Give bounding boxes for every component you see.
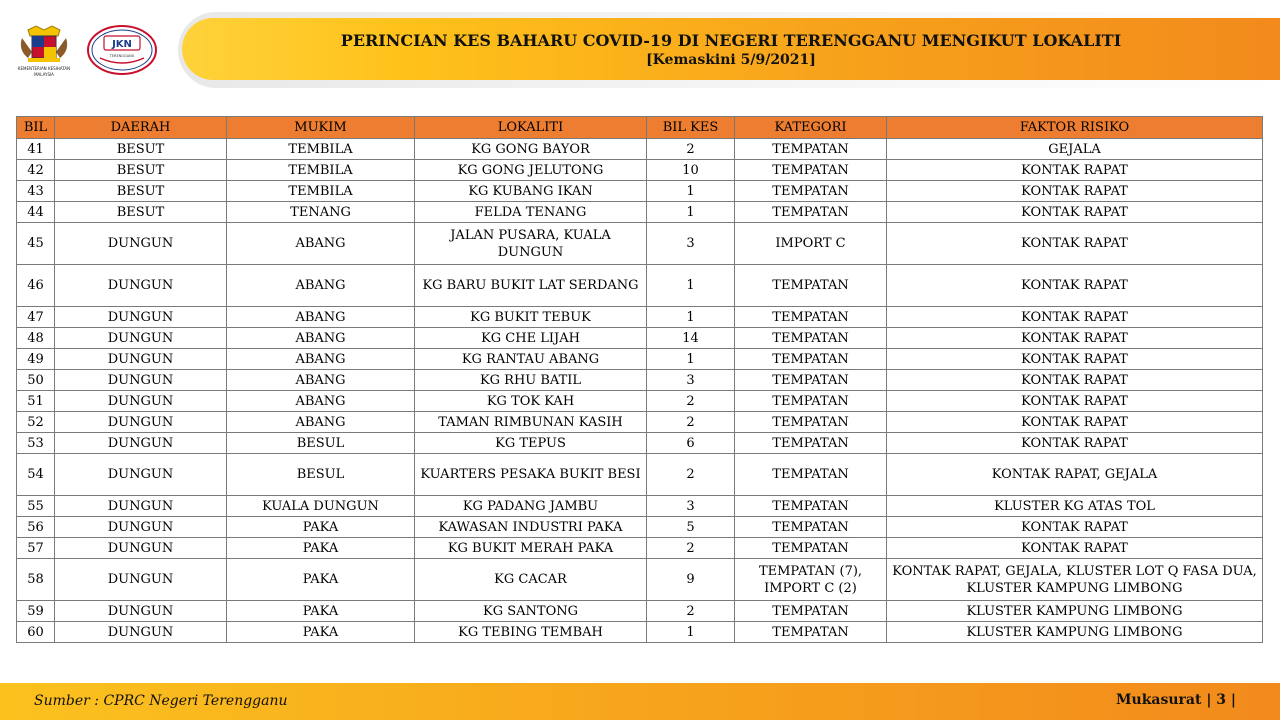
cell-faktor-risiko: KONTAK RAPAT — [887, 328, 1263, 349]
cell-bil-kes: 3 — [647, 370, 735, 391]
cell-faktor-risiko: KONTAK RAPAT — [887, 433, 1263, 454]
cell-bil: 56 — [17, 517, 55, 538]
table-row — [17, 391, 1263, 412]
table-row — [17, 538, 1263, 559]
cell-bil: 44 — [17, 202, 55, 223]
cell-faktor-risiko: KONTAK RAPAT — [887, 538, 1263, 559]
cell-daerah: BESUT — [55, 202, 227, 223]
page-title: PERINCIAN KES BAHARU COVID-19 DI NEGERI TERENGGANU MENGIKUT LOKALITI — [340, 30, 1122, 50]
cell-faktor-risiko: KONTAK RAPAT — [887, 265, 1263, 307]
cell-kategori: IMPORT C — [735, 223, 887, 265]
page-label: Mukasurat — [1116, 692, 1202, 708]
cell-bil: 59 — [17, 601, 55, 622]
page-subtitle: [Kemaskini 5/9/2021] — [646, 51, 816, 68]
cell-mukim: PAKA — [227, 538, 415, 559]
cell-faktor-risiko: KLUSTER KG ATAS TOL — [887, 496, 1263, 517]
cell-kategori: TEMPATAN — [735, 370, 887, 391]
source-note: Sumber : CPRC Negeri Terengganu — [34, 693, 288, 709]
page-number: | 3 | — [1206, 692, 1236, 708]
cases-table — [16, 116, 1263, 643]
footer-bar — [0, 683, 1280, 720]
svg-text:MALAYSIA: MALAYSIA — [34, 72, 54, 77]
cell-lokaliti: KG BUKIT MERAH PAKA — [415, 538, 647, 559]
cell-mukim: ABANG — [227, 370, 415, 391]
cell-lokaliti: KG KUBANG IKAN — [415, 181, 647, 202]
cell-bil: 55 — [17, 496, 55, 517]
column-header-faktor-risiko: FAKTOR RISIKO — [887, 117, 1263, 139]
cell-kategori: TEMPATAN — [735, 391, 887, 412]
cell-faktor-risiko: KONTAK RAPAT — [887, 223, 1263, 265]
svg-text:KEMENTERIAN KESIHATAN: KEMENTERIAN KESIHATAN — [17, 66, 71, 71]
cell-bil-kes: 9 — [647, 559, 735, 601]
table-row — [17, 412, 1263, 433]
cell-daerah: DUNGUN — [55, 559, 227, 601]
table-row — [17, 559, 1263, 601]
cell-daerah: DUNGUN — [55, 307, 227, 328]
cell-mukim: BESUL — [227, 454, 415, 496]
table-row — [17, 181, 1263, 202]
cell-lokaliti: KG BARU BUKIT LAT SERDANG — [415, 265, 647, 307]
cell-bil: 41 — [17, 139, 55, 160]
cell-mukim: PAKA — [227, 559, 415, 601]
cell-faktor-risiko: KONTAK RAPAT — [887, 160, 1263, 181]
cell-bil-kes: 1 — [647, 181, 735, 202]
table-body — [17, 139, 1263, 643]
cell-faktor-risiko: KONTAK RAPAT — [887, 181, 1263, 202]
cell-kategori: TEMPATAN — [735, 202, 887, 223]
cell-mukim: ABANG — [227, 328, 415, 349]
cell-bil-kes: 1 — [647, 622, 735, 643]
cell-lokaliti: KG GONG BAYOR — [415, 139, 647, 160]
cell-mukim: TEMBILA — [227, 181, 415, 202]
cell-bil-kes: 5 — [647, 517, 735, 538]
table-row — [17, 202, 1263, 223]
cell-daerah: DUNGUN — [55, 412, 227, 433]
cell-lokaliti: KAWASAN INDUSTRI PAKA — [415, 517, 647, 538]
cell-bil-kes: 1 — [647, 307, 735, 328]
cell-lokaliti: TAMAN RIMBUNAN KASIH — [415, 412, 647, 433]
cell-kategori: TEMPATAN — [735, 181, 887, 202]
cell-mukim: KUALA DUNGUN — [227, 496, 415, 517]
cell-bil: 51 — [17, 391, 55, 412]
jkn-logo — [86, 24, 158, 76]
cell-faktor-risiko: KLUSTER KAMPUNG LIMBONG — [887, 601, 1263, 622]
table-row — [17, 328, 1263, 349]
cell-daerah: BESUT — [55, 160, 227, 181]
cell-bil: 58 — [17, 559, 55, 601]
cell-mukim: PAKA — [227, 622, 415, 643]
table-row — [17, 307, 1263, 328]
table-row — [17, 433, 1263, 454]
cell-bil-kes: 3 — [647, 496, 735, 517]
cell-bil: 53 — [17, 433, 55, 454]
cell-faktor-risiko: KONTAK RAPAT — [887, 202, 1263, 223]
cell-daerah: DUNGUN — [55, 391, 227, 412]
cell-daerah: DUNGUN — [55, 517, 227, 538]
cell-bil: 46 — [17, 265, 55, 307]
cell-lokaliti: KG BUKIT TEBUK — [415, 307, 647, 328]
cell-kategori: TEMPATAN — [735, 622, 887, 643]
cell-faktor-risiko: GEJALA — [887, 139, 1263, 160]
cell-daerah: BESUT — [55, 181, 227, 202]
column-header-mukim: MUKIM — [227, 117, 415, 139]
cell-lokaliti: KG PADANG JAMBU — [415, 496, 647, 517]
cell-daerah: BESUT — [55, 139, 227, 160]
table-row — [17, 622, 1263, 643]
column-header-bil-kes: BIL KES — [647, 117, 735, 139]
cell-bil-kes: 1 — [647, 349, 735, 370]
cell-kategori: TEMPATAN — [735, 433, 887, 454]
cell-bil-kes: 1 — [647, 265, 735, 307]
cell-mukim: TEMBILA — [227, 160, 415, 181]
cell-bil: 48 — [17, 328, 55, 349]
cell-bil-kes: 2 — [647, 538, 735, 559]
cell-bil-kes: 2 — [647, 601, 735, 622]
cell-bil: 57 — [17, 538, 55, 559]
cell-daerah: DUNGUN — [55, 349, 227, 370]
cell-bil-kes: 10 — [647, 160, 735, 181]
cell-kategori: TEMPATAN — [735, 160, 887, 181]
cell-mukim: PAKA — [227, 601, 415, 622]
table-row — [17, 496, 1263, 517]
cell-daerah: DUNGUN — [55, 601, 227, 622]
cell-faktor-risiko: KONTAK RAPAT — [887, 391, 1263, 412]
cell-bil-kes: 1 — [647, 202, 735, 223]
kkm-logo — [14, 22, 74, 82]
svg-text:JKN: JKN — [112, 39, 132, 50]
cell-faktor-risiko: KONTAK RAPAT, GEJALA — [887, 454, 1263, 496]
cell-bil-kes: 14 — [647, 328, 735, 349]
cell-lokaliti: KG SANTONG — [415, 601, 647, 622]
cell-faktor-risiko: KONTAK RAPAT — [887, 370, 1263, 391]
cell-mukim: ABANG — [227, 391, 415, 412]
cell-lokaliti: KG TEBING TEMBAH — [415, 622, 647, 643]
cell-kategori: TEMPATAN — [735, 307, 887, 328]
cell-mukim: ABANG — [227, 223, 415, 265]
cell-kategori: TEMPATAN — [735, 265, 887, 307]
cell-kategori: TEMPATAN — [735, 496, 887, 517]
cell-bil: 42 — [17, 160, 55, 181]
cell-faktor-risiko: KONTAK RAPAT, GEJALA, KLUSTER LOT Q FASA DUA, KLUSTER KAMPUNG LIMBONG — [887, 559, 1263, 601]
cell-bil-kes: 3 — [647, 223, 735, 265]
table-row — [17, 454, 1263, 496]
cell-lokaliti: KG GONG JELUTONG — [415, 160, 647, 181]
cell-bil: 50 — [17, 370, 55, 391]
column-header-lokaliti: LOKALITI — [415, 117, 647, 139]
cell-faktor-risiko: KLUSTER KAMPUNG LIMBONG — [887, 622, 1263, 643]
cell-mukim: BESUL — [227, 433, 415, 454]
cell-mukim: ABANG — [227, 307, 415, 328]
cell-bil: 45 — [17, 223, 55, 265]
cell-lokaliti: KG RHU BATIL — [415, 370, 647, 391]
cell-lokaliti: KUARTERS PESAKA BUKIT BESI — [415, 454, 647, 496]
table-row — [17, 349, 1263, 370]
svg-text:TERENGGANU: TERENGGANU — [109, 54, 135, 58]
cell-daerah: DUNGUN — [55, 538, 227, 559]
header-banner — [168, 8, 1280, 92]
cell-kategori: TEMPATAN — [735, 139, 887, 160]
cell-daerah: DUNGUN — [55, 433, 227, 454]
cell-bil-kes: 2 — [647, 454, 735, 496]
cell-kategori: TEMPATAN — [735, 412, 887, 433]
cell-bil: 54 — [17, 454, 55, 496]
cell-mukim: PAKA — [227, 517, 415, 538]
column-header-bil: BIL — [17, 117, 55, 139]
cell-lokaliti: KG RANTAU ABANG — [415, 349, 647, 370]
table-row — [17, 139, 1263, 160]
cell-mukim: ABANG — [227, 349, 415, 370]
cell-mukim: ABANG — [227, 412, 415, 433]
table-row — [17, 265, 1263, 307]
cell-kategori: TEMPATAN — [735, 538, 887, 559]
cell-daerah: DUNGUN — [55, 370, 227, 391]
cell-kategori: TEMPATAN — [735, 517, 887, 538]
cell-bil-kes: 6 — [647, 433, 735, 454]
cell-lokaliti: KG CHE LIJAH — [415, 328, 647, 349]
page-indicator — [1116, 692, 1236, 708]
cell-daerah: DUNGUN — [55, 223, 227, 265]
cell-daerah: DUNGUN — [55, 454, 227, 496]
cell-bil-kes: 2 — [647, 412, 735, 433]
cell-lokaliti: KG TOK KAH — [415, 391, 647, 412]
cases-table-container — [16, 116, 1262, 643]
cell-mukim: TEMBILA — [227, 139, 415, 160]
table-header-row — [17, 117, 1263, 139]
cell-faktor-risiko: KONTAK RAPAT — [887, 307, 1263, 328]
table-row — [17, 160, 1263, 181]
cell-kategori: TEMPATAN — [735, 601, 887, 622]
table-row — [17, 601, 1263, 622]
cell-bil-kes: 2 — [647, 391, 735, 412]
cell-faktor-risiko: KONTAK RAPAT — [887, 517, 1263, 538]
cell-lokaliti: FELDA TENANG — [415, 202, 647, 223]
cell-bil-kes: 2 — [647, 139, 735, 160]
cell-kategori: TEMPATAN — [735, 328, 887, 349]
cell-lokaliti: KG TEPUS — [415, 433, 647, 454]
cell-kategori: TEMPATAN (7), IMPORT C (2) — [735, 559, 887, 601]
cell-faktor-risiko: KONTAK RAPAT — [887, 412, 1263, 433]
banner-body — [182, 18, 1280, 80]
cell-mukim: ABANG — [227, 265, 415, 307]
column-header-daerah: DAERAH — [55, 117, 227, 139]
table-row — [17, 223, 1263, 265]
table-row — [17, 370, 1263, 391]
table-row — [17, 517, 1263, 538]
cell-mukim: TENANG — [227, 202, 415, 223]
cell-daerah: DUNGUN — [55, 496, 227, 517]
cell-bil: 49 — [17, 349, 55, 370]
cell-bil: 47 — [17, 307, 55, 328]
cell-daerah: DUNGUN — [55, 328, 227, 349]
cell-bil: 52 — [17, 412, 55, 433]
cell-bil: 60 — [17, 622, 55, 643]
cell-daerah: DUNGUN — [55, 622, 227, 643]
cell-lokaliti: KG CACAR — [415, 559, 647, 601]
cell-kategori: TEMPATAN — [735, 349, 887, 370]
column-header-kategori: KATEGORI — [735, 117, 887, 139]
cell-faktor-risiko: KONTAK RAPAT — [887, 349, 1263, 370]
cell-bil: 43 — [17, 181, 55, 202]
cell-lokaliti: JALAN PUSARA, KUALA DUNGUN — [415, 223, 647, 265]
cell-kategori: TEMPATAN — [735, 454, 887, 496]
cell-daerah: DUNGUN — [55, 265, 227, 307]
